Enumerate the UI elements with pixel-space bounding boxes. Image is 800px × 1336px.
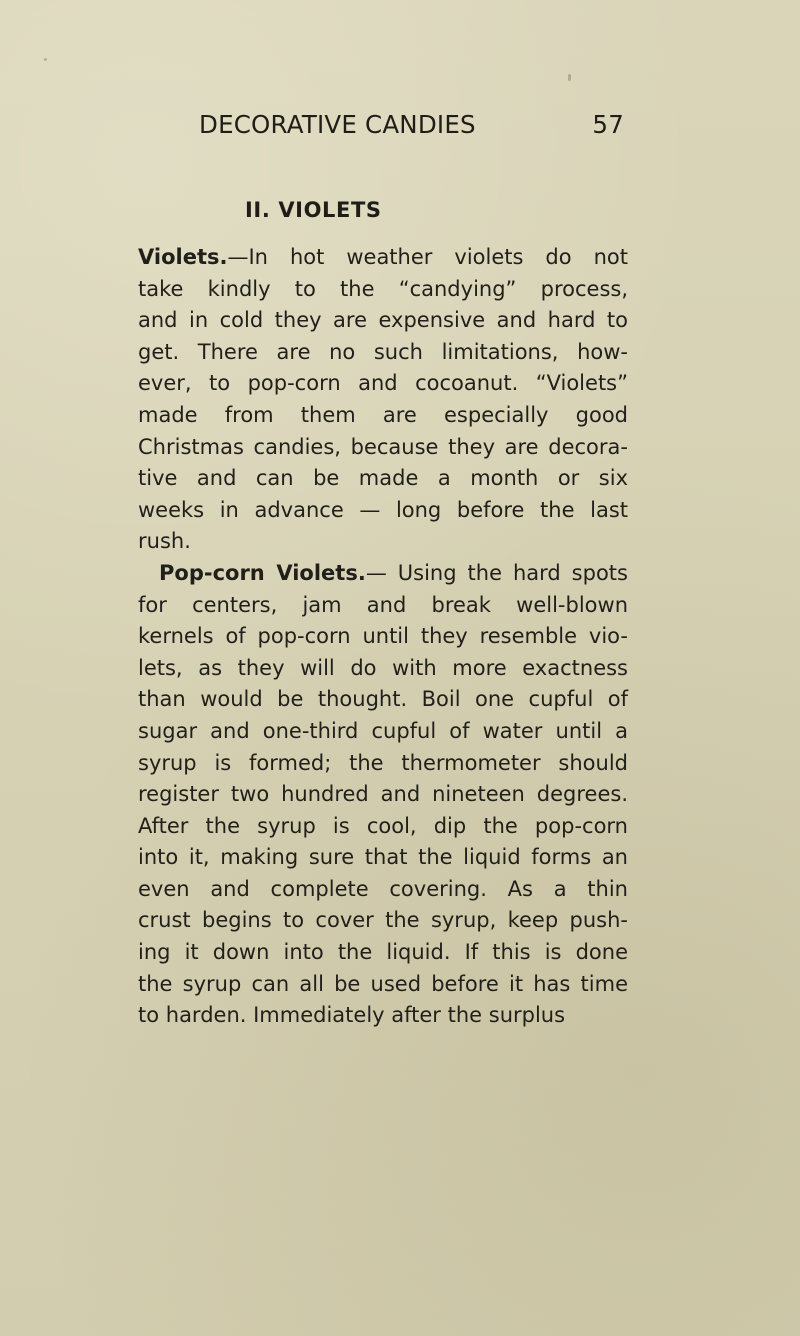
run-in-heading: Pop-corn Violets.	[159, 560, 366, 585]
text-line: to harden. Immediately after the surplus	[138, 1003, 566, 1028]
text-line: for centers, jam and break well-blown	[138, 592, 628, 617]
text-line: sugar and one-third cupful of water until a	[138, 718, 628, 743]
text-line: crust begins to cover the syrup, keep push-	[138, 908, 628, 933]
text-line: ever, to pop-corn and cocoanut. “Violets”	[138, 371, 628, 396]
text-line: and in cold they are expensive and hard to	[138, 308, 628, 333]
page-number: 57	[592, 110, 624, 139]
text-line: into it, making sure that the liquid forms an	[138, 845, 628, 870]
text-line: Christmas candies, because they are decora-	[138, 434, 628, 459]
running-head	[199, 110, 624, 146]
text-line: Violets.—In hot weather violets do not	[138, 245, 628, 269]
text-line: take kindly to the “candying” process,	[138, 276, 628, 301]
text-line: even and complete covering. As a thin	[138, 876, 628, 901]
text-line: Pop-corn Violets.— Using the hard spots	[159, 560, 628, 585]
text-line: register two hundred and nineteen degrees.	[138, 782, 628, 807]
text-line: than would be thought. Boil one cupful of	[138, 687, 628, 712]
paper-speck	[568, 74, 571, 81]
text-line: weeks in advance — long before the last	[138, 497, 628, 522]
text-line: ing it down into the liquid. If this is done	[138, 940, 628, 965]
body-text	[138, 242, 628, 1032]
text-line: After the syrup is cool, dip the pop-corn	[138, 813, 628, 838]
running-head-title: DECORATIVE CANDIES	[199, 110, 476, 139]
text-line: tive and can be made a month or six	[138, 466, 628, 491]
paper-speck	[44, 58, 47, 61]
run-in-heading: Violets.	[138, 245, 228, 269]
text-line: made from them are especially good	[138, 402, 628, 427]
text-line: the syrup can all be used before it has time	[138, 971, 628, 996]
section-heading: II. VIOLETS	[245, 198, 382, 222]
text-line: kernels of pop-corn until they resemble vio-	[138, 624, 628, 649]
text-line: get. There are no such limitations, how-	[138, 339, 628, 364]
text-line: rush.	[138, 529, 191, 554]
text-line: lets, as they will do with more exactness	[138, 655, 628, 680]
text-line: syrup is formed; the thermometer should	[138, 750, 628, 775]
